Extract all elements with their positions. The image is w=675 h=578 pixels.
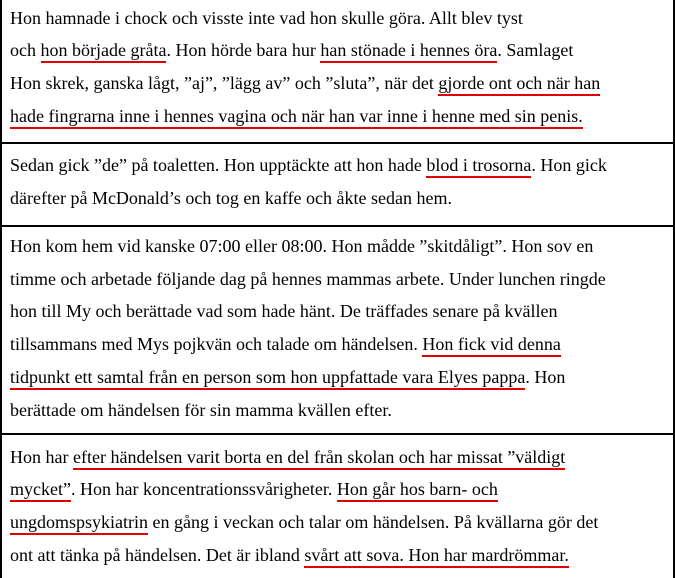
highlighted-phrase: han stönade i hennes öra [320,40,497,63]
text-line [10,186,452,210]
paragraph-box-3 [0,225,675,433]
text-segment: och [10,40,41,60]
text-line [10,332,561,356]
text-line [10,510,598,534]
text-segment: . Hon [525,367,566,387]
text-line [10,398,392,422]
text-segment: Sedan gick ”de” på toaletten. Hon upptäckte att hon hade [10,155,427,175]
text-segment: Hon kom hem vid kanske 07:00 eller 08:00. Hon mådde ”skitdåligt”. Hon sov en [10,236,594,256]
text-segment: . Hon gick [531,155,607,175]
text-line [10,445,565,469]
text-segment: Hon har [10,447,73,467]
text-segment: Hon hamnade i chock och visste inte vad hon skulle göra. Allt blev tyst [10,8,523,28]
text-segment: . Samlaget [497,40,574,60]
text-segment: . Hon har koncentrationssvårigheter. [70,479,337,499]
text-segment: tillsammans med Mys pojkvän och talade om händelsen. [10,334,423,354]
text-segment: en gång i veckan och talar om händelsen. På kvällarna gör det [148,512,599,532]
highlighted-phrase: Hon fick vid denna [422,334,560,357]
text-segment: hon till My och berättade vad som hade hänt. De träffades senare på kvällen [10,301,558,321]
highlighted-phrase: ungdomspsykiatrin [10,512,148,535]
highlighted-phrase: hon började gråta [41,40,167,63]
paragraph-box-1 [0,0,675,142]
highlighted-phrase: svårt att sova. Hon har mardrömmar. [304,545,568,568]
text-line [10,543,569,567]
text-segment: berättade om händelsen för sin mamma kvällen efter. [10,400,392,420]
highlighted-phrase: gjorde ont och när han [438,73,600,96]
text-line [10,234,593,258]
paragraph-box-4 [0,433,675,578]
text-line [10,71,600,95]
highlighted-phrase: tidpunkt ett samtal från en person som hon uppfattade vara Elyes pappa [10,367,525,390]
text-line [10,365,565,389]
highlighted-phrase: efter händelsen varit borta en del från skolan och har missat ”väldigt [73,447,565,470]
text-line [10,153,607,177]
text-line [10,299,557,323]
text-segment: Hon skrek, ganska lågt, ”aj”, ”lägg av” och ”sluta”, när det [10,73,439,93]
highlighted-phrase: mycket” [10,479,71,502]
text-segment: ont att tänka på händelsen. Det är ibland [10,545,305,565]
text-line [10,477,498,501]
paragraph-box-2 [0,142,675,225]
text-segment: . Hon hörde bara hur [166,40,321,60]
text-line [10,104,583,128]
text-segment: därefter på McDonald’s och tog en kaffe och åkte sedan hem. [10,188,452,208]
highlighted-phrase: blod i trosorna [426,155,531,178]
highlighted-phrase: hade fingrarna inne i hennes vagina och när han var inne i henne med sin penis. [10,106,583,129]
text-segment: timme och arbetade följande dag på hennes mammas arbete. Under lunchen ringde [10,269,606,289]
text-line [10,6,523,30]
text-line [10,38,573,62]
highlighted-phrase: Hon går hos barn- och [337,479,498,502]
text-line [10,267,606,291]
